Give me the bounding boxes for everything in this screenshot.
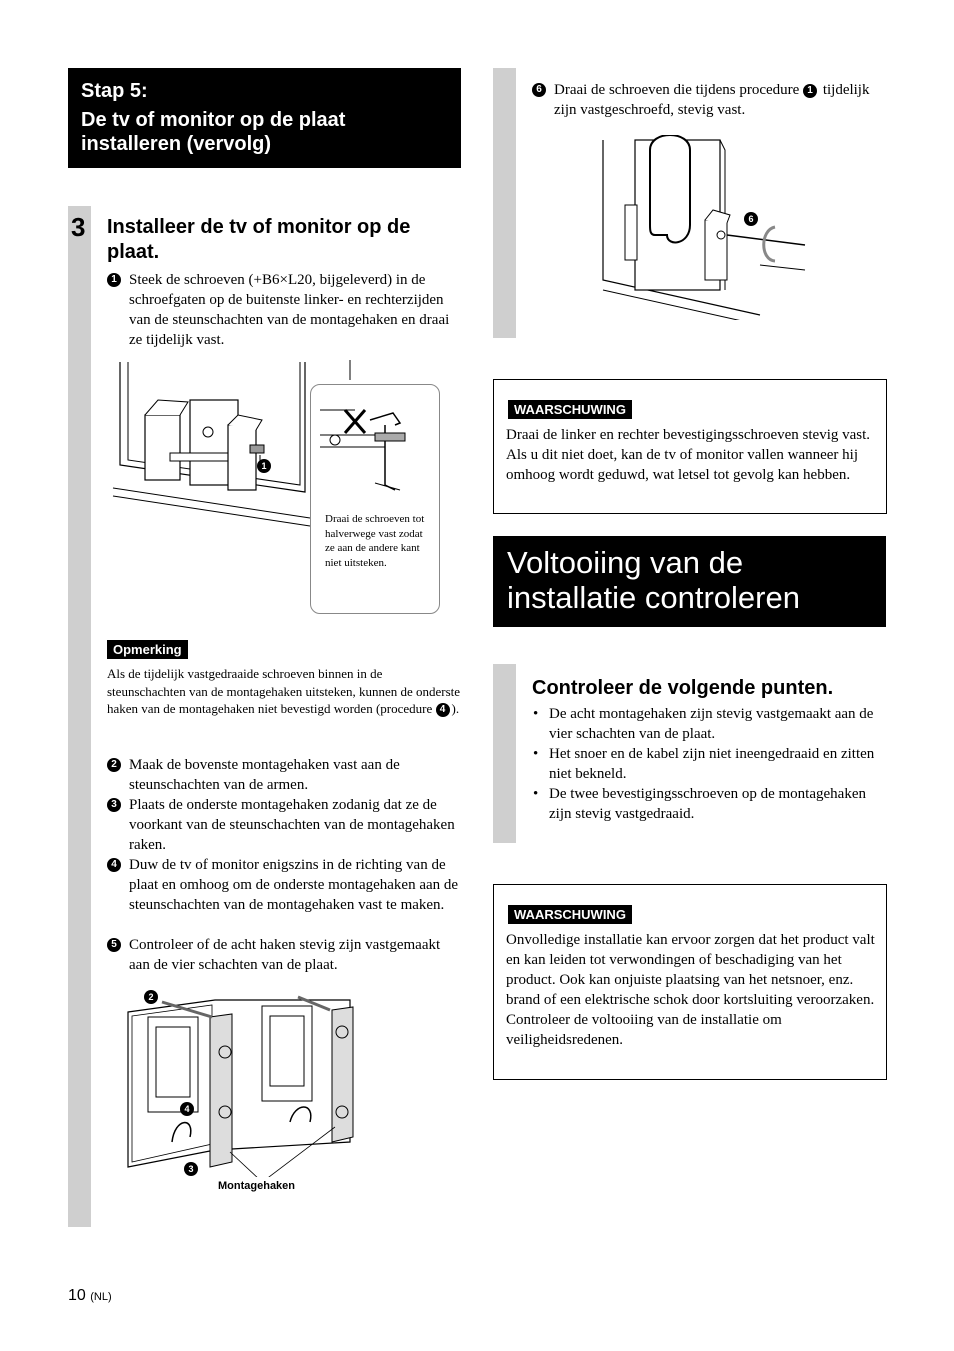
warning-badge: WAARSCHUWING	[508, 905, 632, 924]
instruction-2	[107, 755, 462, 795]
warning-box	[493, 884, 887, 1080]
page-language: (NL)	[90, 1291, 112, 1303]
step-marker-icon: 4	[107, 858, 121, 872]
instruction-6	[532, 80, 887, 120]
screw-tightening-illustration	[595, 135, 815, 320]
note-text-part: ).	[451, 701, 460, 716]
fig1-marker-icon: 1	[257, 459, 271, 473]
step-bar	[493, 68, 516, 338]
warning-paragraph: Onvolledige installatie kan ervoor zorgen dat het product valt en kan leiden tot verwondingen of beschadiging van het product. Ook kan onjuiste plaatsing van het netsnoer, enz. brand of een elektrische schok door kortsluiting veroorzaken.	[506, 932, 875, 1008]
step-title: Installeer de tv of monitor op de plaat.	[107, 216, 411, 263]
step-bar	[493, 664, 516, 843]
note-text-part: Als de tijdelijk vastgedraaide schroeven binnen in de steunschachten van de montagehaken uitsteken, kunnen de onderste haken van de montagehaken niet bevestigd worden (procedure	[107, 666, 461, 716]
page-footer	[68, 1287, 112, 1305]
instruction-1	[107, 270, 462, 350]
warning-text	[506, 930, 876, 1050]
instruction-3	[107, 795, 462, 855]
ref-marker-icon: 4	[436, 703, 450, 717]
warning-badge: WAARSCHUWING	[508, 400, 632, 419]
instruction-text-part: Draai de schroeven die tijdens procedure	[554, 82, 804, 98]
step-marker-icon: 3	[107, 798, 121, 812]
fig2-marker-icon: 4	[180, 1102, 194, 1116]
check-item: • De acht montagehaken zijn stevig vastgemaakt aan de vier schachten van de plaat.	[532, 704, 887, 744]
check-list	[532, 704, 887, 824]
step-marker-icon: 6	[532, 83, 546, 97]
check-item: • De twee bevestigingsschroeven op de montagehaken zijn stevig vastgedraaid.	[532, 784, 887, 824]
warning-header	[508, 905, 632, 924]
figure-label: Montagehaken	[218, 1180, 296, 1192]
step-number: 3	[71, 212, 86, 242]
ref-marker-icon: 1	[803, 84, 817, 98]
step-bar	[68, 206, 91, 1227]
section-header	[68, 68, 461, 168]
instruction-text: Maak de bovenste montagehaken vast aan de steunschachten van de armen.	[129, 757, 400, 793]
instruction-text-part: tijdelijk zijn vastgeschroefd, stevig vast.	[554, 82, 870, 118]
fig6-marker-icon: 6	[744, 212, 758, 226]
fig2-marker-icon: 3	[184, 1162, 198, 1176]
fig2-marker-icon: 2	[144, 990, 158, 1004]
check-item: • Het snoer en de kabel zijn niet ineengedraaid en zitten niet bekneld.	[532, 744, 887, 784]
warning-box	[493, 379, 887, 514]
warning-header	[508, 400, 632, 419]
callout-detail-illustration	[315, 395, 433, 505]
instruction-text	[554, 80, 887, 120]
instruction-4	[107, 855, 462, 915]
instruction-text: Duw de tv of monitor enigszins in de richting van de plaat en omhoog om de onderste montagehaken aan de steunschachten van de montagehaken vast te maken.	[129, 857, 459, 913]
instruction-text: Plaats de onderste montagehaken zodanig dat ze de voorkant van de steunschachten van de montagehaken raken.	[129, 797, 455, 853]
page-number: 10	[68, 1287, 86, 1304]
callout-text: Draai de schroeven tot halverwege vast zodat ze aan de andere kant niet uitsteken.	[325, 513, 425, 569]
note-text	[107, 665, 462, 718]
warning-paragraph: Controleer de voltooiing van de installatie om veiligheidsredenen.	[506, 1012, 782, 1048]
note-section	[107, 640, 188, 659]
step-marker-icon: 5	[107, 938, 121, 952]
warning-text: Draai de linker en rechter bevestigingsschroeven stevig vast. Als u dit niet doet, kan de tv of monitor vallen wanneer hij omhoog wordt geduwd, wat letsel tot gevolg kan hebben.	[506, 427, 871, 483]
mounting-hooks-illustration	[120, 992, 370, 1177]
header-title: De tv of monitor op de plaat installeren (vervolg)	[81, 109, 346, 155]
step-marker-icon: 2	[107, 758, 121, 772]
instruction-text: Steek de schroeven (+B6×L20, bijgeleverd) in de schroefgaten op de buitenste linker- en rechterzijden van de steunschachten van de montagehaken en draai ze tijdelijk vast.	[129, 272, 450, 348]
instruction-text: Controleer of de acht haken stevig zijn vastgemaakt aan de vier schachten van de plaat.	[129, 937, 441, 973]
instruction-5	[107, 935, 462, 975]
section-title: Voltooiing van de installatie controleren	[507, 545, 800, 615]
note-badge: Opmerking	[107, 640, 188, 659]
step-marker-icon: 1	[107, 273, 121, 287]
section-title-box	[493, 536, 886, 627]
check-title: Controleer de volgende punten.	[532, 677, 834, 699]
header-step: Stap 5:	[81, 80, 148, 102]
